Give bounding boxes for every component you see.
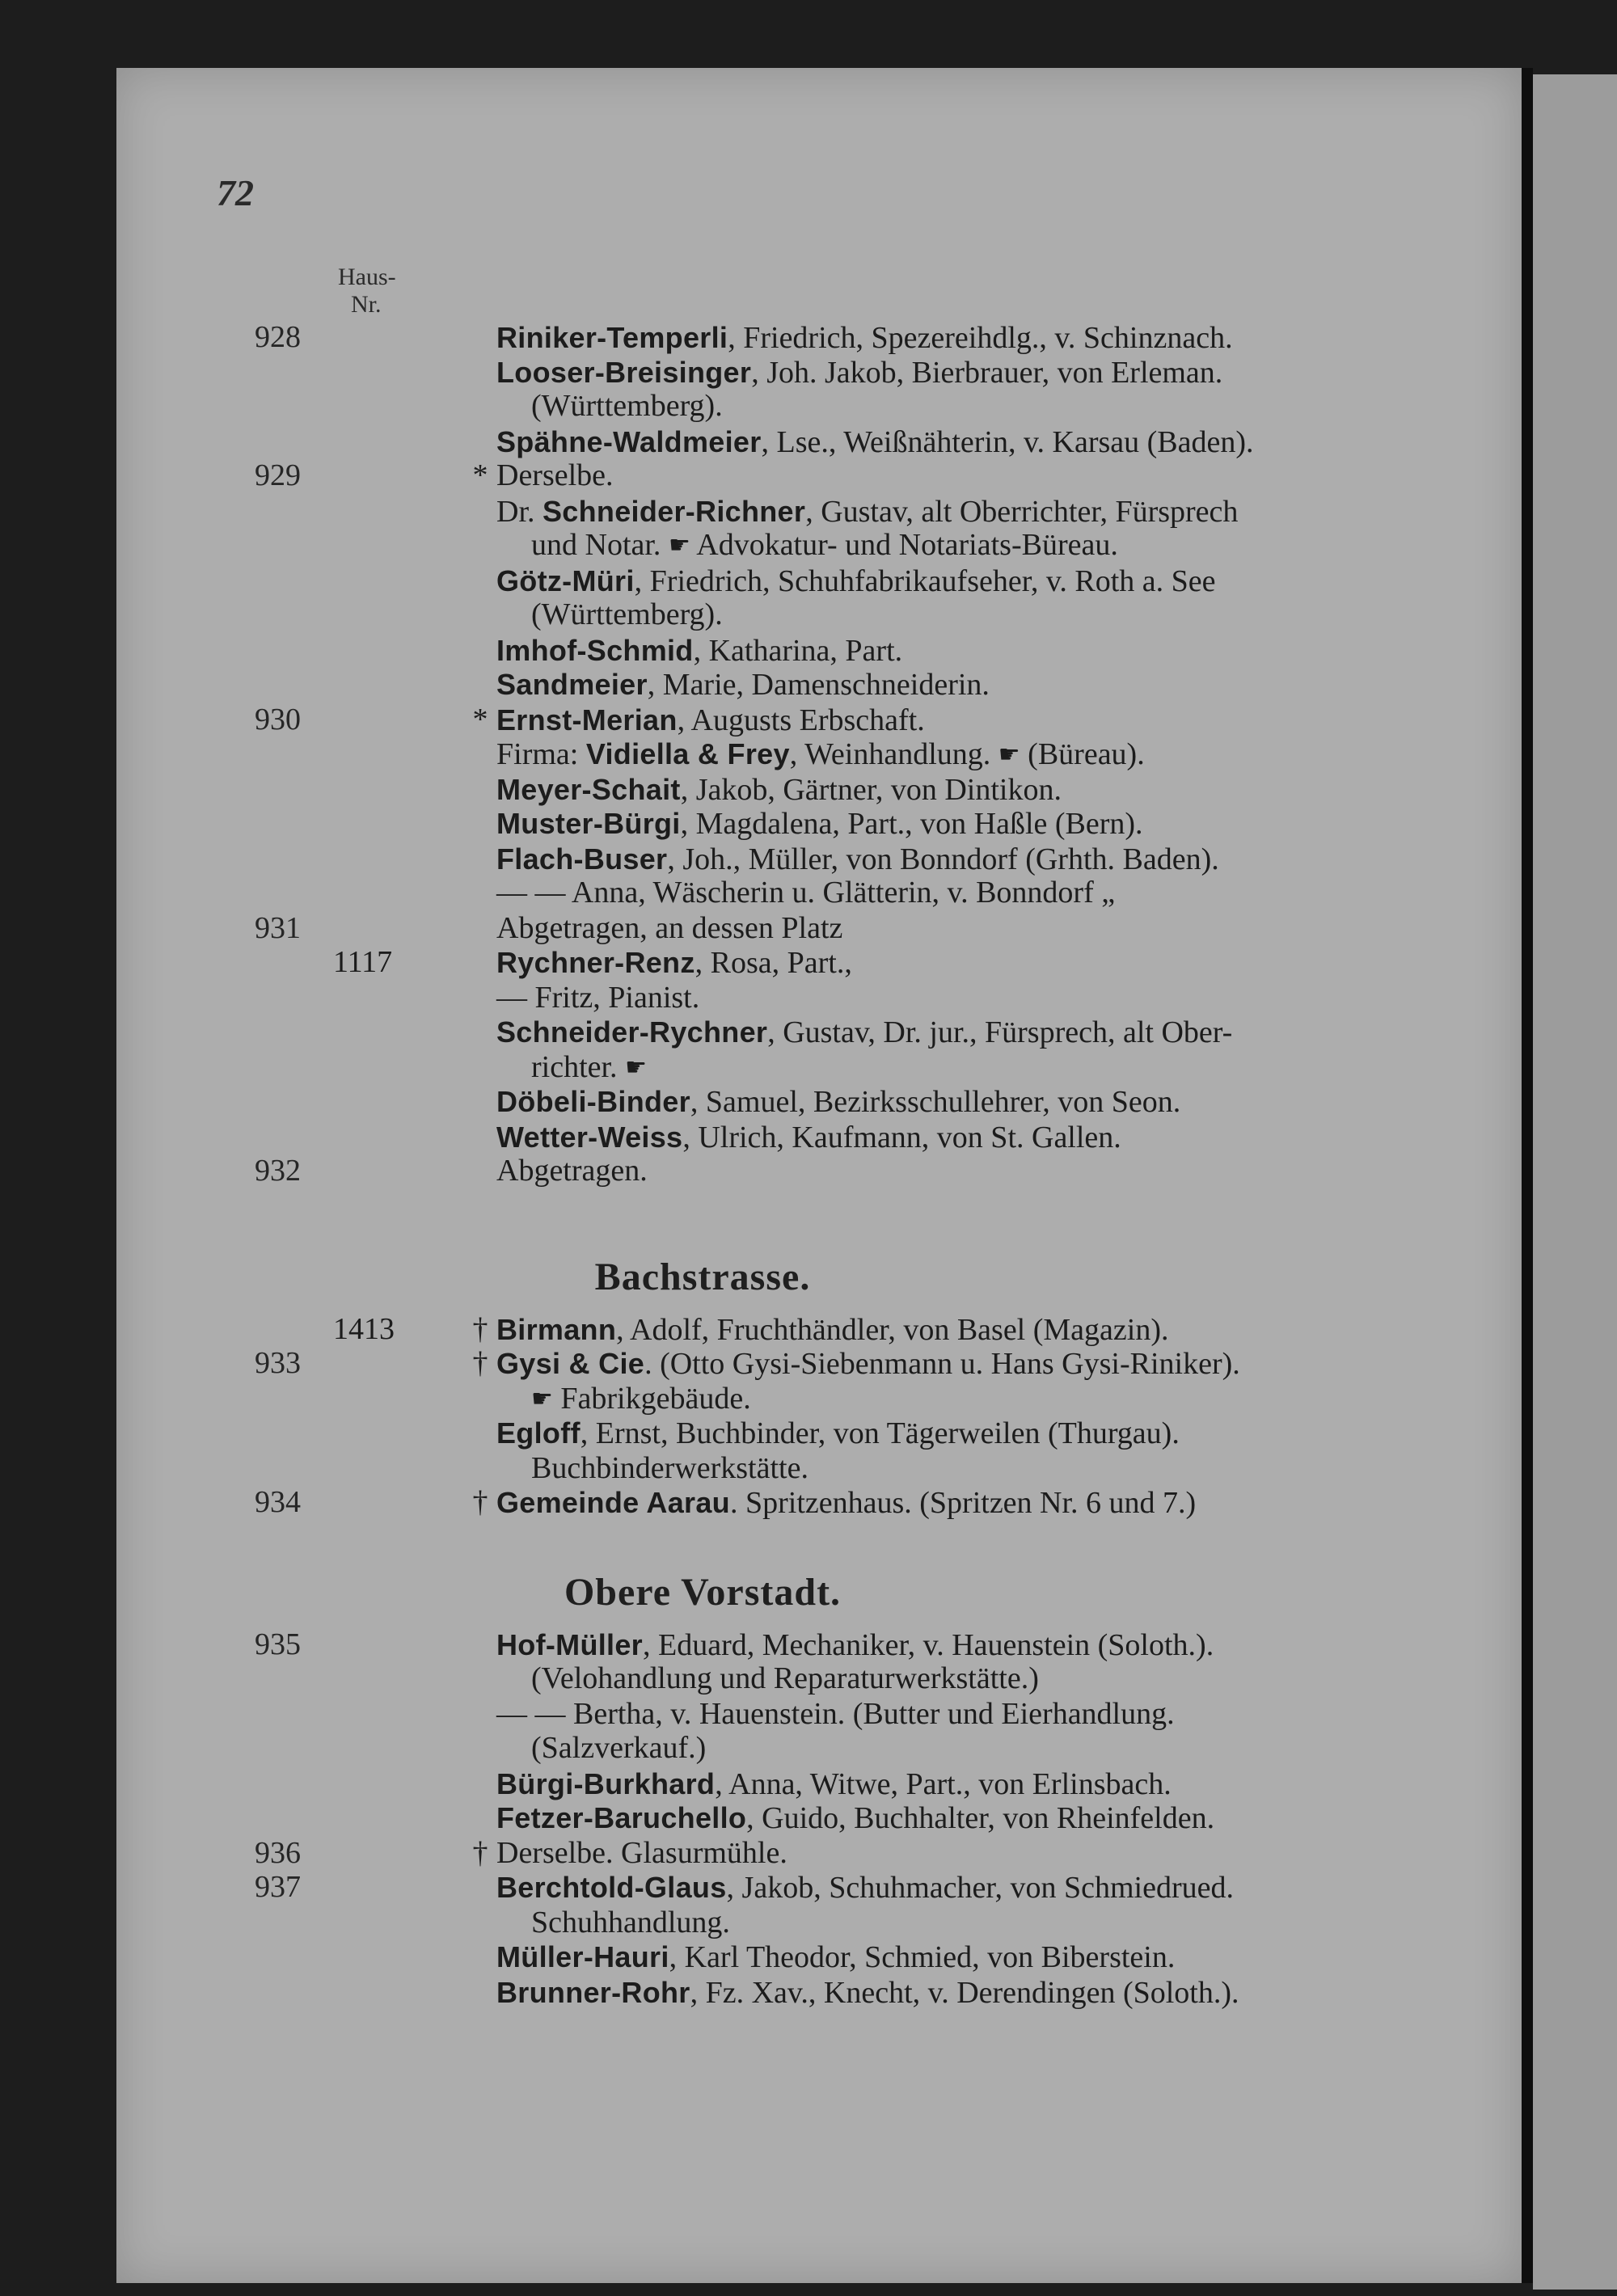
entry-text xyxy=(496,563,1216,600)
resident-name: Wetter-Weiss xyxy=(496,1121,683,1154)
entry-detail: , Karl Theodor, Schmied, von Biberstein. xyxy=(669,1940,1176,1974)
entry-text xyxy=(496,1311,1169,1348)
entry-text xyxy=(496,771,1062,808)
entry-line xyxy=(0,493,1455,530)
entry-line xyxy=(0,597,1455,633)
entry-line xyxy=(0,1484,1455,1521)
entry-detail: , Marie, Damenschneiderin. xyxy=(647,668,990,702)
entry-text xyxy=(496,1119,1121,1156)
pointing-hand-icon: ☛ xyxy=(531,1385,553,1413)
entry-text xyxy=(531,1661,1039,1697)
entry-detail: Abgetragen. xyxy=(496,1154,648,1188)
house-number: 936 xyxy=(255,1836,301,1870)
entry-detail: , Joh. Jakob, Bierbrauer, von Erleman. xyxy=(751,356,1223,390)
entry-line xyxy=(0,1939,1455,1975)
entry-detail: Abgetragen, an dessen Platz xyxy=(496,911,843,945)
entry-detail: Derselbe. Glasurmühle. xyxy=(496,1836,787,1870)
entry-text xyxy=(496,458,614,494)
resident-name: Brunner-Rohr xyxy=(496,1976,690,2009)
entry-detail: , Eduard, Mechaniker, v. Hauenstein (Soloth.). xyxy=(642,1628,1214,1662)
entry-text xyxy=(496,1153,648,1189)
pointing-hand-icon: ☛ xyxy=(668,531,690,559)
entry-line xyxy=(0,666,1455,703)
street-heading-obere-vorstadt: Obere Vorstadt. xyxy=(564,1571,842,1614)
entry-line xyxy=(0,527,1455,563)
entry-text xyxy=(496,1083,1180,1121)
entry-detail: , Fz. Xav., Knecht, v. Derendingen (Soloth.). xyxy=(690,1976,1239,2010)
entry-text xyxy=(496,805,1143,842)
entry-line xyxy=(0,805,1455,842)
entry-detail: , Katharina, Part. xyxy=(693,634,903,668)
entry-detail: Fabrikgebäude. xyxy=(552,1382,751,1416)
entry-text xyxy=(496,702,925,739)
entry-text xyxy=(496,1939,1175,1976)
entry-line xyxy=(0,1049,1455,1086)
entry-line xyxy=(0,632,1455,669)
entry-line xyxy=(0,841,1455,877)
entry-text xyxy=(531,1450,808,1487)
entry-text xyxy=(531,1730,706,1766)
street-heading-bachstrasse: Bachstrasse. xyxy=(594,1256,811,1298)
column-header-line2: Nr. xyxy=(351,291,382,318)
entry-detail: (Büreau). xyxy=(1020,737,1145,771)
entry-detail: (Salzverkauf.) xyxy=(531,1731,707,1765)
entry-detail: — — Anna, Wäscherin u. Glätterin, v. Bonndorf „ xyxy=(496,876,1116,910)
resident-name: Bürgi-Burkhard xyxy=(496,1767,716,1800)
entry-line xyxy=(0,702,1455,738)
entry-detail: , Ulrich, Kaufmann, von St. Gallen. xyxy=(682,1121,1121,1154)
entry-text xyxy=(496,1696,1175,1733)
entry-line xyxy=(0,1905,1455,1941)
entry-detail: , Rosa, Part., xyxy=(695,946,852,980)
entry-line xyxy=(0,1014,1455,1050)
entry-detail: , Friedrich, Spezereihdlg., v. Schinznach. xyxy=(728,321,1233,355)
entry-detail: , Adolf, Fruchthändler, von Basel (Magazin). xyxy=(616,1313,1169,1347)
entry-marker: * xyxy=(472,458,488,492)
resident-name: Berchtold-Glaus xyxy=(496,1871,727,1904)
entry-line xyxy=(0,458,1455,494)
entry-text xyxy=(496,944,852,981)
resident-name: Sandmeier xyxy=(496,668,648,701)
entry-marker: * xyxy=(472,703,488,736)
entry-text xyxy=(496,1869,1234,1906)
resident-name: Muster-Bürgi xyxy=(496,807,681,840)
column-header-line1: Haus- xyxy=(338,264,396,290)
house-number: 931 xyxy=(255,911,301,945)
entry-line xyxy=(0,1730,1455,1766)
house-number: 937 xyxy=(255,1870,301,1904)
entry-text xyxy=(496,319,1233,357)
entry-text xyxy=(496,1766,1172,1803)
house-number: 1117 xyxy=(333,945,393,979)
entry-line xyxy=(0,1153,1455,1189)
entry-text xyxy=(496,1627,1214,1664)
entry-detail: , Magdalena, Part., von Haßle (Bern). xyxy=(680,807,1143,841)
entry-line xyxy=(0,944,1455,981)
entry-detail: (Württemberg). xyxy=(531,597,723,631)
entry-marker: † xyxy=(472,1346,488,1380)
entry-line xyxy=(0,1415,1455,1451)
entry-line xyxy=(0,1661,1455,1697)
entry-line xyxy=(0,1450,1455,1487)
entry-text xyxy=(496,1345,1240,1382)
entry-text xyxy=(496,1800,1214,1837)
entry-line xyxy=(0,1627,1455,1663)
entry-marker: † xyxy=(472,1485,488,1519)
entry-prefix: Dr. xyxy=(496,495,543,529)
entry-line xyxy=(0,875,1455,911)
resident-name: Flach-Buser xyxy=(496,842,668,876)
entry-line xyxy=(0,1119,1455,1155)
entry-text xyxy=(496,354,1222,391)
entry-line xyxy=(0,388,1455,424)
house-number: 929 xyxy=(255,458,301,492)
entry-line xyxy=(0,319,1455,356)
entry-text xyxy=(496,1974,1239,2011)
resident-name: Schneider-Richner xyxy=(543,495,806,528)
entry-text xyxy=(496,1484,1196,1522)
resident-name: Gysi & Cie xyxy=(496,1347,645,1380)
entry-detail: , Gustav, Dr. jur., Fürsprech, alt Ober- xyxy=(767,1015,1233,1049)
entry-detail: . Spritzenhaus. (Spritzen Nr. 6 und 7.) xyxy=(729,1486,1197,1520)
resident-name: Spähne-Waldmeier xyxy=(496,425,762,458)
entry-detail: , Weinhandlung. xyxy=(789,737,991,771)
entry-detail: richter. xyxy=(531,1050,618,1084)
resident-name: Schneider-Rychner xyxy=(496,1015,768,1049)
entry-line xyxy=(0,736,1455,772)
entry-line xyxy=(0,1345,1455,1382)
entry-marker: † xyxy=(472,1836,488,1870)
entry-line xyxy=(0,1696,1455,1733)
entry-line xyxy=(0,1974,1455,2011)
entry-text xyxy=(496,841,1219,878)
entry-text xyxy=(496,632,902,669)
entry-detail: , Ernst, Buchbinder, von Tägerweilen (Thurgau). xyxy=(580,1416,1180,1450)
entry-detail: , Jakob, Gärtner, von Dintikon. xyxy=(680,773,1062,807)
entry-text xyxy=(496,1014,1232,1051)
resident-name: Riniker-Temperli xyxy=(496,321,728,354)
entry-line xyxy=(0,1381,1455,1417)
resident-name: Ernst-Merian xyxy=(496,703,678,736)
entry-line xyxy=(0,910,1455,947)
resident-name: Müller-Hauri xyxy=(496,1940,669,1973)
entry-text xyxy=(531,597,723,633)
resident-name: Götz-Müri xyxy=(496,564,635,597)
entry-line xyxy=(0,771,1455,808)
entry-text xyxy=(496,910,842,947)
resident-name: Rychner-Renz xyxy=(496,946,695,979)
entry-detail: . (Otto Gysi-Siebenmann u. Hans Gysi-Riniker). xyxy=(644,1347,1240,1381)
entry-line xyxy=(0,424,1455,460)
resident-name: Vidiella & Frey xyxy=(585,737,790,770)
entry-text xyxy=(496,736,1145,774)
entry-detail: (Velohandlung und Reparaturwerkstätte.) xyxy=(531,1661,1039,1695)
entry-line xyxy=(0,1083,1455,1120)
entry-line xyxy=(0,1835,1455,1872)
entry-line xyxy=(0,1766,1455,1802)
house-number: 933 xyxy=(255,1346,301,1380)
entry-line xyxy=(0,354,1455,390)
entry-detail: und Notar. xyxy=(531,528,661,562)
resident-name: Birmann xyxy=(496,1313,617,1346)
entry-text xyxy=(496,1835,787,1872)
resident-name: Meyer-Schait xyxy=(496,773,681,806)
entry-prefix: Firma: xyxy=(496,737,586,771)
entry-text xyxy=(531,1381,751,1419)
house-number: 935 xyxy=(255,1627,301,1661)
house-number: 930 xyxy=(255,703,301,736)
entry-detail: Advokatur- und Notariats-Büreau. xyxy=(690,528,1118,562)
entry-detail: , Jakob, Schuhmacher, von Schmiedrued. xyxy=(726,1871,1234,1905)
entry-line xyxy=(0,1800,1455,1836)
entry-detail: , Augusts Erbschaft. xyxy=(677,703,925,737)
entry-line xyxy=(0,1869,1455,1906)
entry-detail: , Gustav, alt Oberrichter, Fürsprech xyxy=(805,495,1239,529)
entry-detail: , Friedrich, Schuhfabrikaufseher, v. Roth a. See xyxy=(634,564,1216,598)
entry-marker: † xyxy=(472,1312,488,1346)
entry-detail: Schuhhandlung. xyxy=(531,1906,730,1939)
house-number: 928 xyxy=(255,320,301,354)
pointing-hand-icon: ☛ xyxy=(998,741,1020,769)
resident-name: Hof-Müller xyxy=(496,1628,643,1661)
entry-text xyxy=(531,1049,647,1087)
page-number: 72 xyxy=(217,172,254,213)
entry-detail: Buchbinderwerkstätte. xyxy=(531,1451,808,1485)
entry-detail: , Anna, Witwe, Part., von Erlinsbach. xyxy=(715,1767,1172,1801)
house-number: 1413 xyxy=(333,1312,395,1346)
entry-detail: , Guido, Buchhalter, von Rheinfelden. xyxy=(746,1801,1215,1835)
entry-text xyxy=(496,980,699,1016)
entry-text xyxy=(531,1905,730,1941)
entry-text xyxy=(496,666,990,703)
entry-detail: — — Bertha, v. Hauenstein. (Butter und Eierhandlung. xyxy=(496,1697,1175,1731)
entry-detail: , Lse., Weißnähterin, v. Karsau (Baden). xyxy=(761,425,1254,459)
resident-name: Fetzer-Baruchello xyxy=(496,1801,747,1834)
entry-text xyxy=(531,527,1118,565)
house-number: 934 xyxy=(255,1485,301,1519)
entry-detail: , Samuel, Bezirksschullehrer, von Seon. xyxy=(690,1085,1181,1119)
entry-text xyxy=(531,388,723,424)
pointing-hand-icon: ☛ xyxy=(625,1053,647,1082)
entry-text xyxy=(496,493,1238,530)
resident-name: Looser-Breisinger xyxy=(496,356,752,389)
resident-name: Egloff xyxy=(496,1416,581,1450)
entry-detail: — Fritz, Pianist. xyxy=(496,981,700,1015)
entry-detail: (Württemberg). xyxy=(531,389,723,423)
entry-text xyxy=(496,424,1254,461)
entry-line xyxy=(0,563,1455,599)
resident-name: Gemeinde Aarau xyxy=(496,1486,730,1519)
resident-name: Imhof-Schmid xyxy=(496,634,694,667)
entry-text xyxy=(496,1415,1180,1452)
entry-detail: , Joh., Müller, von Bonndorf (Grhth. Baden). xyxy=(667,842,1219,876)
house-number: 932 xyxy=(255,1154,301,1188)
entry-line xyxy=(0,980,1455,1016)
resident-name: Döbeli-Binder xyxy=(496,1085,690,1118)
entry-line xyxy=(0,1311,1455,1348)
entry-text xyxy=(496,875,1115,911)
entry-detail: Derselbe. xyxy=(496,458,614,492)
